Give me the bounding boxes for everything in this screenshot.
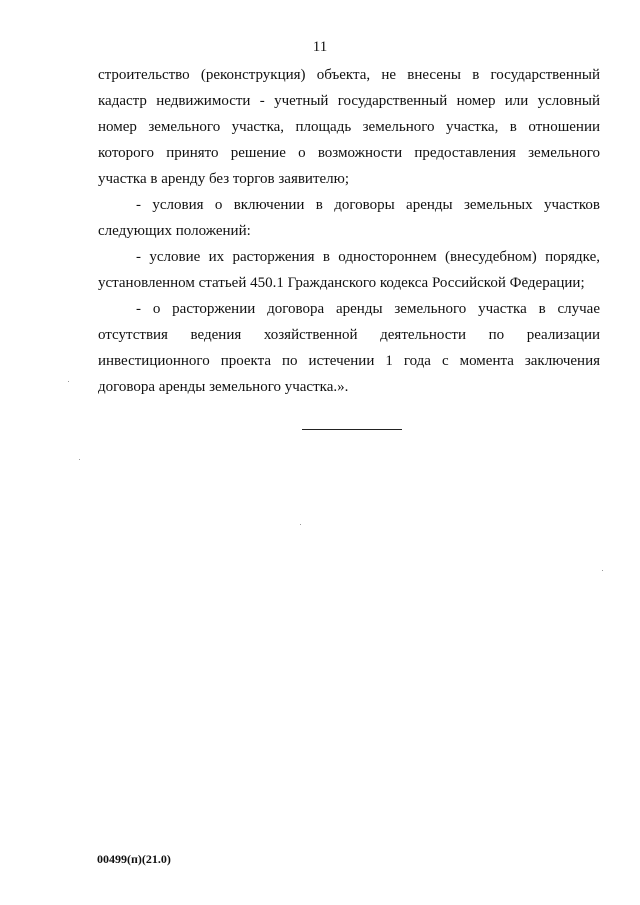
text-line: договора аренды земельного участка.». bbox=[98, 379, 349, 395]
page-number: 11 bbox=[312, 39, 328, 55]
text-line: отсутствия ведения хозяйственной деятельности по реализации bbox=[98, 327, 600, 343]
text-line: - условие их расторжения в одностороннем (внесудебном) порядке, bbox=[136, 249, 600, 265]
scan-speck bbox=[602, 570, 603, 571]
text-line: участка в аренду без торгов заявителю; bbox=[98, 171, 350, 187]
paragraph-2 bbox=[98, 192, 600, 244]
end-of-text-rule bbox=[302, 429, 402, 430]
text-line: следующих положений: bbox=[98, 223, 251, 239]
scan-speck bbox=[68, 381, 69, 382]
text-line: инвестиционного проекта по истечении 1 года с момента заключения bbox=[98, 353, 600, 369]
text-line: которого принято решение о возможности предоставления земельного bbox=[98, 145, 600, 161]
text-line: установленном статьей 450.1 Гражданского кодекса Российской Федерации; bbox=[98, 275, 585, 291]
scan-speck bbox=[300, 524, 301, 525]
paragraph-4 bbox=[98, 296, 600, 400]
scan-speck bbox=[79, 459, 80, 460]
paragraph-1 bbox=[98, 62, 600, 192]
text-line: - условия о включении в договоры аренды земельных участков bbox=[136, 197, 600, 213]
paragraph-3 bbox=[98, 244, 600, 296]
document-body bbox=[98, 62, 600, 400]
text-line: строительство (реконструкция) объекта, не внесены в государственный bbox=[98, 67, 600, 83]
document-code: 00499(п)(21.0) bbox=[97, 852, 171, 866]
text-line: номер земельного участка, площадь земельного участка, в отношении bbox=[98, 119, 600, 135]
text-line: кадастр недвижимости - учетный государственный номер или условный bbox=[98, 93, 600, 109]
text-line: - о расторжении договора аренды земельного участка в случае bbox=[136, 301, 600, 317]
